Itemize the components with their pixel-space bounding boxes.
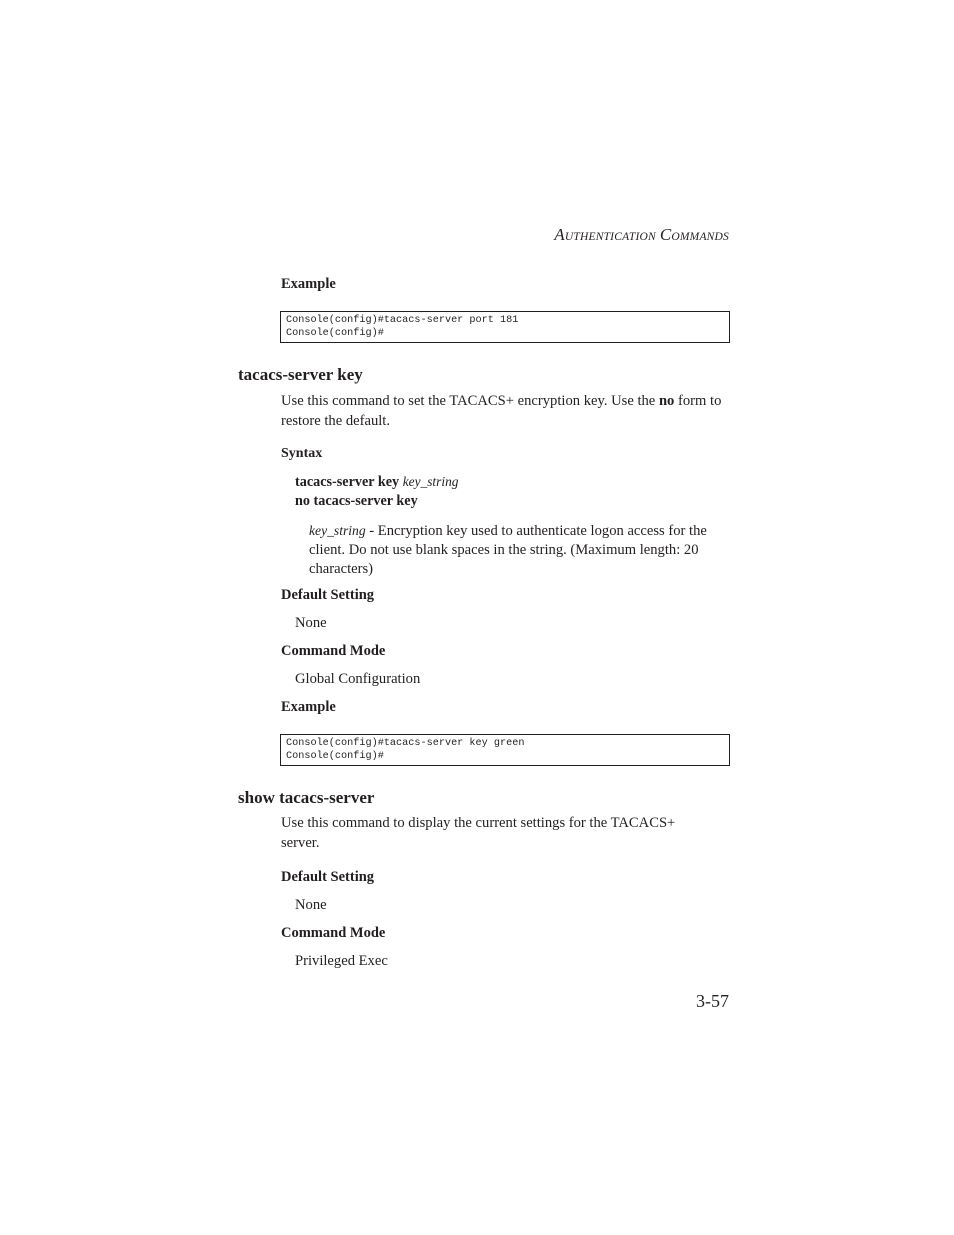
syntax-argument: key_string bbox=[402, 474, 459, 489]
top-example-label: Example bbox=[281, 276, 336, 292]
syntax-line-1 bbox=[295, 474, 458, 491]
section-title-show-tacacs-server: show tacacs-server bbox=[238, 788, 375, 807]
default-setting-label: Default Setting bbox=[281, 587, 375, 603]
description-text: form to restore the default. bbox=[281, 393, 722, 429]
show-tacacs-server-description: Use this command to display the current settings for the TACACS+ server. bbox=[281, 815, 676, 851]
running-header-cap-a: A bbox=[554, 225, 565, 244]
syntax-line-2 bbox=[295, 493, 418, 510]
code-line: Console(config)# bbox=[286, 327, 384, 339]
default-setting-value: None bbox=[295, 615, 327, 631]
syntax-label: Syntax bbox=[281, 446, 323, 461]
top-example-code-box bbox=[280, 311, 730, 343]
parameter-text: - Encryption key used to authenticate logon access for the client. Do not use blank spaces in the string. (Maximum length: 20 characters) bbox=[309, 523, 707, 577]
code-line: Console(config)#tacacs-server port 181 bbox=[286, 315, 519, 326]
default-setting-label: Default Setting bbox=[281, 869, 375, 885]
default-setting-value: None bbox=[295, 897, 327, 913]
command-mode-value: Privileged Exec bbox=[295, 953, 388, 969]
page-number: 3-57 bbox=[696, 991, 729, 1011]
parameter-description bbox=[309, 521, 730, 579]
command-mode-label: Command Mode bbox=[281, 643, 386, 659]
command-mode-label: Command Mode bbox=[281, 925, 386, 941]
parameter-name: key_string bbox=[309, 523, 366, 538]
running-header-rest-1: UTHENTICATION bbox=[564, 231, 656, 243]
running-header-cap-c: C bbox=[659, 225, 672, 244]
example-label: Example bbox=[281, 699, 336, 715]
running-header bbox=[554, 225, 729, 245]
running-header-rest-2: OMMANDS bbox=[671, 231, 729, 243]
description-text: Use this command to set the TACACS+ encryption key. Use the bbox=[281, 393, 659, 409]
syntax-command: tacacs-server key bbox=[295, 474, 400, 490]
tacacs-server-key-description bbox=[281, 391, 730, 431]
syntax-command: no tacacs-server key bbox=[295, 493, 418, 509]
command-mode-value: Global Configuration bbox=[295, 671, 421, 687]
description-bold-no: no bbox=[658, 393, 675, 409]
code-line: Console(config)#tacacs-server key green bbox=[286, 738, 525, 749]
code-line: Console(config)# bbox=[286, 750, 384, 762]
section-title-tacacs-server-key: tacacs-server key bbox=[238, 365, 363, 384]
example-code-box bbox=[280, 734, 730, 766]
